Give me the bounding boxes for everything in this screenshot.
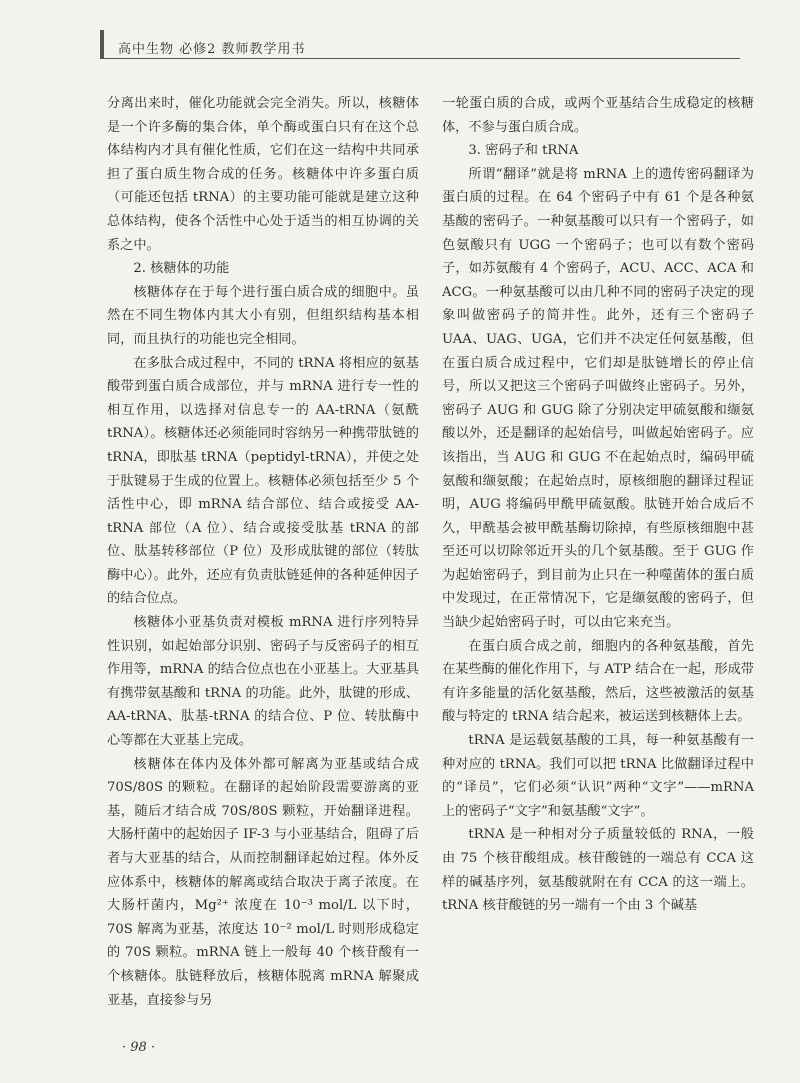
paragraph: 分离出来时，催化功能就会完全消失。所以，核糖体是一个许多酶的集合体，单个酶或蛋白只有在这个总体结构内才具有催化性质，它们在这一结构中共同承担了蛋白质生物合成的任务。核糖体中许多蛋白质（可能还包括 tRNA）的主要功能可能就是建立这种总体结构，使各个活性中心处于适当的相互协调的关系之中。: [107, 96, 419, 253]
header-bar: [100, 30, 104, 58]
header-title: 高中生物 必修2 教师教学用书: [118, 42, 306, 57]
paragraph: 核糖体存在于每个进行蛋白质合成的细胞中。虽然在不同生物体内其大小有别，但组织结构基本相同，而且执行的功能也完全相同。: [107, 284, 419, 347]
right-column: [442, 92, 754, 918]
paragraph: 在多肽合成过程中，不同的 tRNA 将相应的氨基酸带到蛋白质合成部位，并与 mRNA 进行专一性的相互作用，以选择对信息专一的 AA-tRNA（氨酰 tRNA）。核糖体还必须能同时容纳另一种携带肽链的 tRNA，即肽基 tRNA（peptidyl-tRNA），并使之处于肽键易于生成的位置上。核糖体必须包括至少 5 个活性中心，即 mRNA 结合部位、结合或接受 AA-tRNA 部位（A 位）、结合或接受肽基 tRNA 的部位、肽基转移部位（P 位）及形成肽键的部位（转肽酶中心）。此外，还应有负责肽链延伸的各种延伸因子的结合位点。: [107, 355, 419, 607]
paragraph: tRNA 是运载氨基酸的工具，每一种氨基酸有一种对应的 tRNA。我们可以把 tRNA 比做翻译过程中的“译员”，它们必须“认识”两种“文字”——mRNA 上的密码子“文字”和氨基酸“文字”。: [442, 733, 754, 819]
paragraph: tRNA 是一种相对分子质量较低的 RNA，一般由 75 个核苷酸组成。核苷酸链的一端总有 CCA 这样的碱基序列，氨基酸就附在有 CCA 的这一端上。tRNA 核苷酸链的另一端有一个由 3 个碱基: [442, 827, 754, 914]
section-heading: 3. 密码子和 tRNA: [468, 143, 579, 159]
section-heading: 2. 核糖体的功能: [133, 261, 230, 277]
paragraph: 一轮蛋白质的合成，或两个亚基结合生成稳定的核糖体，不参与蛋白质合成。: [442, 96, 754, 135]
left-column: [107, 92, 419, 1012]
header-rule: [100, 58, 740, 59]
running-header: [100, 30, 740, 60]
paragraph: 在蛋白质合成之前，细胞内的各种氨基酸，首先在某些酶的催化作用下，与 ATP 结合在一起，形成带有许多能量的活化氨基酸，然后，这些被激活的氨基酸与特定的 tRNA 结合起来，被运送到核糖体上去。: [442, 638, 754, 725]
paragraph: 所谓“翻译”就是将 mRNA 上的遗传密码翻译为蛋白质的过程。在 64 个密码子中有 61 个是各种氨基酸的密码子。一种氨基酸可以只有一个密码子，如色氨酸只有 UGG 一个密码子；也可以有数个密码子，如苏氨酸有 4 个密码子，ACU、ACC、ACA 和 ACG。一种氨基酸可以由几种不同的密码子决定的现象叫做密码子的简并性。此外，还有三个密码子 UAA、UAG、UGA，它们并不决定任何氨基酸，但在蛋白质合成过程中，它们却是肽链增长的停止信号，所以又把这三个密码子叫做终止密码子。另外，密码子 AUG 和 GUG 除了分别决定甲硫氨酸和缬氨酸以外，还是翻译的起始信号，叫做起始密码子。应该指出，当 AUG 和 GUG 不在起始点时，编码甲硫氨酸和缬氨酸；在起始点时，原核细胞的翻译过程证明，AUG 将编码甲酰甲硫氨酸。肽链开始合成后不久，甲酰基会被甲酰基酶切除掉，有些原核细胞中甚至还可以切除邻近开头的几个氨基酸。至于 GUG 作为起始密码子，到目前为止只在一种噬菌体的蛋白质中发现过，在正常情况下，它是缬氨酸的密码子，但当缺少起始密码子时，可以由它来充当。: [442, 166, 754, 631]
paragraph: 核糖体在体内及体外都可解离为亚基或结合成 70S/80S 的颗粒。在翻译的起始阶段需要游离的亚基，随后才结合成 70S/80S 颗粒，开始翻译进程。大肠杆菌中的起始因子 IF-3 与小亚基结合，阻碍了后者与大亚基的结合，从而控制翻译起始过程。体外反应体系中，核糖体的解离或结合取决于离子浓度。在大肠杆菌内，Mg²⁺ 浓度在 10⁻³ mol/L 以下时，70S 解离为亚基，浓度达 10⁻² mol/L 时则形成稳定的 70S 颗粒。mRNA 链上一般每 40 个核苷酸有一个核糖体。肽链释放后，核糖体脱离 mRNA 解聚成亚基，直接参与另: [107, 756, 419, 1008]
page-number: · 98 ·: [122, 1040, 156, 1055]
paragraph: 核糖体小亚基负责对模板 mRNA 进行序列特异性识别，如起始部分识别、密码子与反密码子的相互作用等，mRNA 的结合位点也在小亚基上。大亚基具有携带氨基酸和 tRNA 的功能。此外，肽键的形成、AA-tRNA、肽基-tRNA 的结合位、P 位、转肽酶中心等都在大亚基上完成。: [107, 615, 419, 749]
